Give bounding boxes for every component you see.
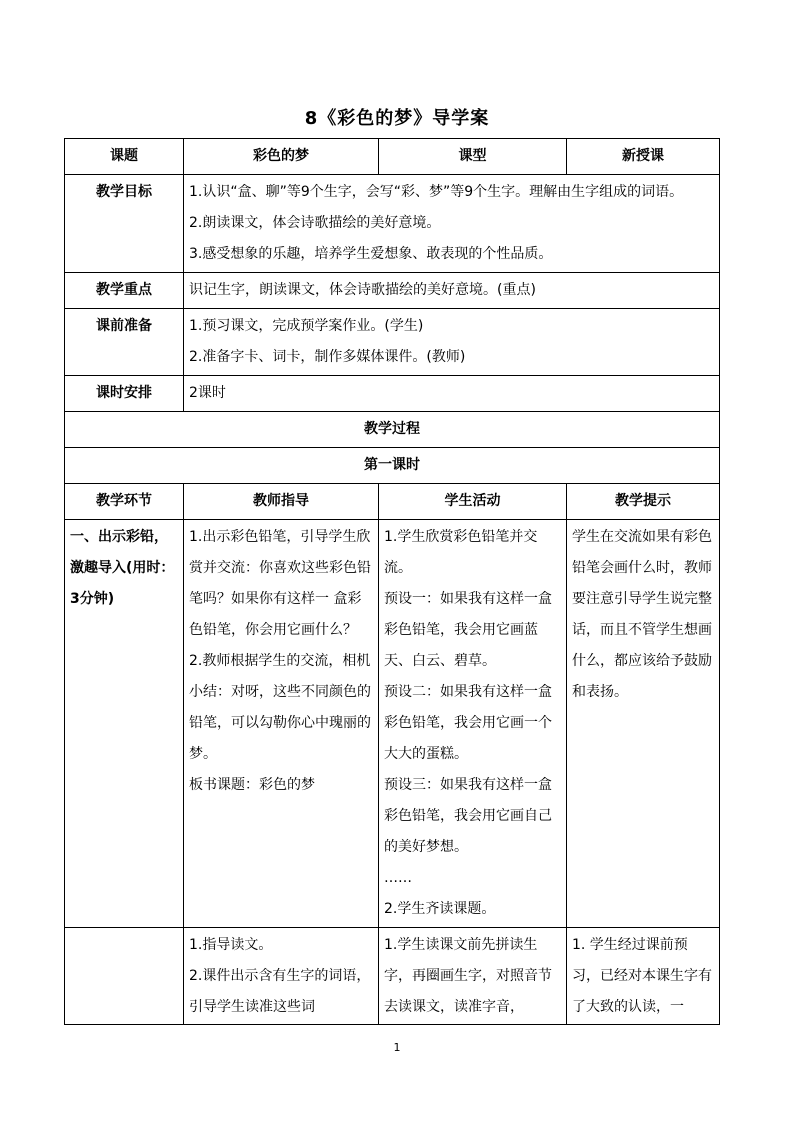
- lesson-heading-row: [65, 448, 720, 484]
- schedule-value: 2课时: [184, 376, 720, 412]
- teacher-item: 2.教师根据学生的交流，相机小结：对呀，这些不同颜色的铅笔，可以勾勒你心中瑰丽的梦。: [189, 653, 371, 762]
- step-name: [65, 928, 184, 1025]
- column-header-row: [65, 484, 720, 520]
- teacher-guidance: [184, 520, 379, 928]
- topic-row: [65, 139, 720, 175]
- teacher-item: 2.课件出示含有生字的词语，引导学生读准这些词: [189, 968, 371, 1015]
- schedule-label: 课时安排: [65, 376, 184, 412]
- goals-row: [65, 175, 720, 273]
- column-header: 教学环节: [65, 484, 184, 520]
- lesson-plan-table: [64, 138, 720, 1025]
- goal-item: 3.感受想象的乐趣，培养学生爱想象、敢表现的个性品质。: [189, 246, 553, 262]
- student-item: 预设二：如果我有这样一盒彩色铅笔，我会用它画一个大大的蛋糕。: [384, 684, 552, 762]
- student-item: ……: [384, 870, 412, 886]
- focus-label: 教学重点: [65, 273, 184, 309]
- teacher-item: 板书课题：彩色的梦: [189, 777, 315, 793]
- column-header: 教学提示: [567, 484, 720, 520]
- goals-content: [184, 175, 720, 273]
- page-number: 1: [393, 1041, 401, 1054]
- prep-content: [184, 309, 720, 376]
- prep-item: 2.准备字卡、词卡，制作多媒体课件。(教师): [189, 349, 466, 365]
- topic-value: 彩色的梦: [184, 139, 379, 175]
- focus-value: 识记生字，朗读课文，体会诗歌描绘的美好意境。(重点): [184, 273, 720, 309]
- schedule-row: [65, 376, 720, 412]
- teacher-item: 1.出示彩色铅笔，引导学生欣赏并交流：你喜欢这些彩色铅笔吗？如果你有这样一 盒彩色铅笔，你会用它画什么？: [189, 529, 371, 638]
- student-item: 2.学生齐读课题。: [384, 901, 496, 917]
- type-value: 新授课: [567, 139, 720, 175]
- step-name: 一、出示彩铅，激趣导入(用时：3分钟): [65, 520, 184, 928]
- goals-label: 教学目标: [65, 175, 184, 273]
- student-activity: [379, 520, 567, 928]
- student-item: 1.学生欣赏彩色铅笔并交流。: [384, 529, 538, 576]
- goal-item: 1.认识“盒、聊”等9个生字，会写“彩、梦”等9个生字。理解由生字组成的词语。: [189, 184, 684, 200]
- lesson-heading: 第一课时: [65, 448, 720, 484]
- prep-row: [65, 309, 720, 376]
- tip-item: 学生在交流如果有彩色铅笔会画什么时，教师要注意引导学生说完整话，而且不管学生想画什么，都应该给予鼓励和表扬。: [572, 529, 712, 700]
- column-header: 教师指导: [184, 484, 379, 520]
- process-heading-row: [65, 412, 720, 448]
- student-item: 1.学生读课文前先拼读生字，再圈画生字，对照音节去读课文，读准字音，: [384, 937, 552, 1015]
- prep-label: 课前准备: [65, 309, 184, 376]
- teaching-tip: [567, 928, 720, 1025]
- topic-label: 课题: [65, 139, 184, 175]
- teacher-item: 1.指导读文。: [189, 937, 273, 953]
- focus-row: [65, 273, 720, 309]
- student-item: 预设三：如果我有这样一盒彩色铅笔，我会用它画自己的美好梦想。: [384, 777, 552, 855]
- prep-item: 1.预习课文，完成预学案作业。(学生): [189, 318, 424, 334]
- student-item: 预设一：如果我有这样一盒彩色铅笔，我会用它画蓝天、白云、碧草。: [384, 591, 552, 669]
- step-row: [65, 520, 720, 928]
- step-row: [65, 928, 720, 1025]
- page-title: 8《彩色的梦》导学案: [304, 108, 490, 129]
- goal-item: 2.朗读课文，体会诗歌描绘的美好意境。: [189, 215, 441, 231]
- student-activity: [379, 928, 567, 1025]
- teacher-guidance: [184, 928, 379, 1025]
- column-header: 学生活动: [379, 484, 567, 520]
- type-label: 课型: [379, 139, 567, 175]
- tip-item: 1. 学生经过课前预习，已经对本课生字有了大致的认读，一: [572, 937, 712, 1015]
- teaching-tip: [567, 520, 720, 928]
- process-heading: 教学过程: [65, 412, 720, 448]
